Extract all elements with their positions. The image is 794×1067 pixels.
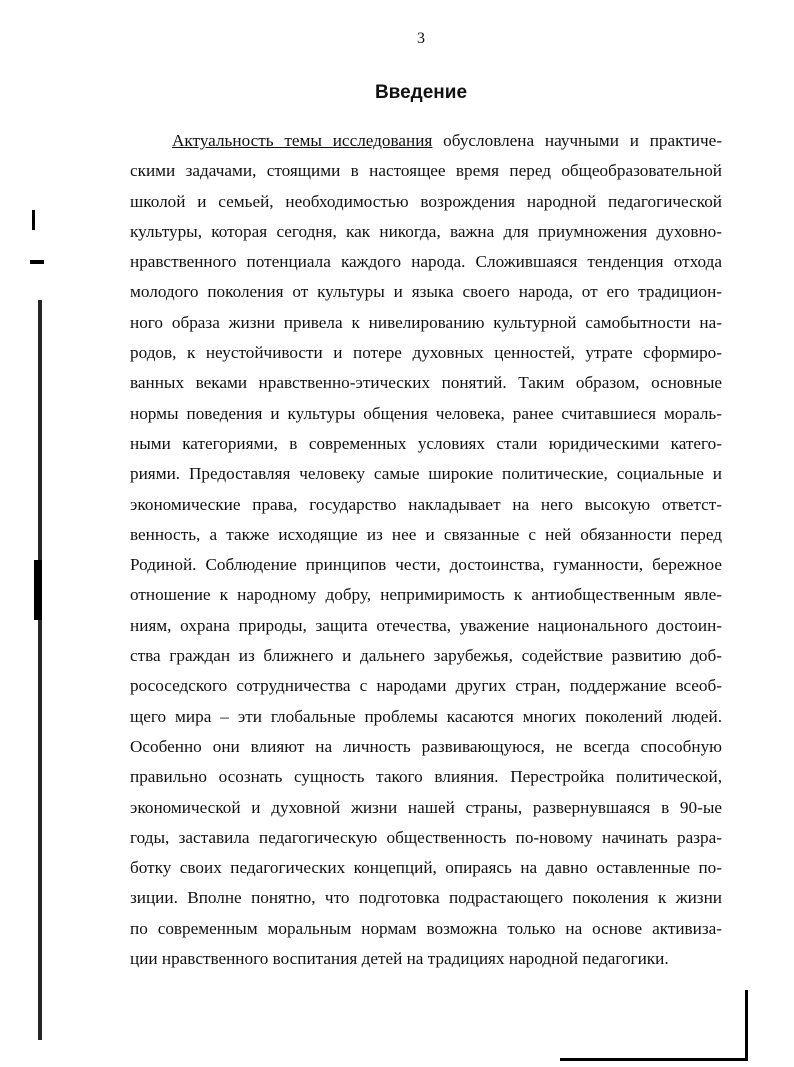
paragraph-line: ботку своих педагогических концепций, опираясь на давно оставленные по- [130,858,722,878]
paragraph-line: годы, заставила педагогическую общественность по-новому начинать разра- [130,827,722,847]
body-text [130,126,722,974]
paragraph-line: ными категориями, в современных условиях стали юридическими катего- [130,433,722,453]
paragraph-line: ванных веками нравственно-этических понятий. Таким образом, основные [130,373,722,393]
paragraph-line: по современным моральным нормам возможна только на основе активиза- [130,918,722,938]
paragraph-line: рососедского сотрудничества с народами других стран, поддержание всеоб- [130,676,722,696]
paragraph-line: отношение к народному добру, непримиримость к антиобщественным явле- [130,585,722,605]
paragraph-line: экономические права, государство накладывает на него высокую ответст- [130,494,722,514]
line-text: обусловлена научными и практиче- [432,131,722,150]
paragraph-line: нормы поведения и культуры общения человека, ранее считавшиеся мораль- [130,403,722,423]
paragraph-line: ства граждан из ближнего и дальнего зарубежья, содействие развитию доб- [130,646,722,666]
scan-edge-bottom [560,1058,748,1061]
paragraph-line: Родиной. Соблюдение принципов чести, достоинства, гуманности, бережное [130,555,722,575]
section-title: Введение [374,82,468,103]
paragraph-line: школой и семьей, необходимостью возрождения народной педагогической [130,191,722,211]
paragraph-line: ного образа жизни привела к нивелированию культурной самобытности на- [130,312,722,332]
paragraph-line [130,126,722,156]
scan-edge-left-mark [30,260,44,264]
paragraph-line: молодого поколения от культуры и языка своего народа, от его традицион- [130,282,722,302]
paragraph-line: риями. Предоставляя человеку самые широкие политические, социальные и [130,464,722,484]
paragraph-line: родов, к неустойчивости и потере духовных ценностей, утрате сформиро- [130,343,722,363]
paragraph-line: щего мира – эти глобальные проблемы касаются многих поколений людей. [130,706,722,726]
scan-edge-right [745,990,748,1060]
paragraph-line: культуры, которая сегодня, как никогда, важна для приумножения духовно- [130,221,722,241]
paragraph-line: экономической и духовной жизни нашей страны, развернувшаяся в 90-ые [130,797,722,817]
paragraph-line: ниям, охрана природы, защита отечества, уважение национального достоин- [130,615,722,635]
scan-edge-left-mark [32,210,35,230]
underlined-phrase: Актуальность темы исследования [172,131,433,150]
paragraph-line: скими задачами, стоящими в настоящее время перед общеобразовательной [130,161,722,181]
page-number: 3 [417,30,425,47]
paragraph-line: венность, а также исходящие из нее и связанные с ней обязанности перед [130,524,722,544]
paragraph-line: правильно осознать сущность такого влияния. Перестройка политической, [130,767,722,787]
paragraph-line: зиции. Вполне понятно, что подготовка подрастающего поколения к жизни [130,888,722,908]
paragraph-line: нравственного потенциала каждого народа. Сложившаяся тенденция отхода [130,252,722,272]
scan-edge-left-mark [34,560,42,620]
paragraph-line: ции нравственного воспитания детей на традициях народной педагогики. [130,949,669,969]
paragraph-line: Особенно они влияют на личность развивающуюся, не всегда способную [130,736,722,756]
scan-edge-left [38,300,42,1040]
